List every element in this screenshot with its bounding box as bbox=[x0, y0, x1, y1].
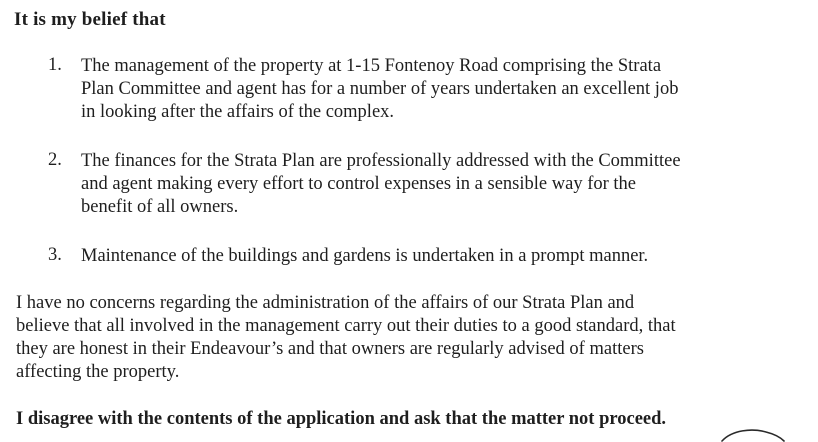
list-item-line: The finances for the Strata Plan are professionally addressed with the Committee bbox=[81, 151, 681, 171]
list-item-line: Plan Committee and agent has for a number of years undertaken an excellent job bbox=[81, 79, 679, 99]
list-item-number: 2. bbox=[48, 150, 62, 170]
list-item-line: and agent making every effort to control expenses in a sensible way for the bbox=[81, 174, 636, 194]
paragraph-line: affecting the property. bbox=[16, 362, 180, 382]
list-item-text bbox=[81, 55, 801, 124]
document-heading: It is my belief that bbox=[14, 9, 166, 30]
paragraph-line: they are honest in their Endeavour’s and that owners are regularly advised of matters bbox=[16, 339, 644, 359]
list-item-text bbox=[81, 150, 801, 219]
list-item-line: benefit of all owners. bbox=[81, 197, 239, 217]
list-item-line: Maintenance of the buildings and gardens is undertaken in a prompt manner. bbox=[81, 246, 649, 266]
paragraph-line: believe that all involved in the management carry out their duties to a good standard, that bbox=[16, 316, 676, 336]
closing-statement: I disagree with the contents of the application and ask that the matter not proceed. bbox=[16, 409, 667, 429]
list-item-line: in looking after the affairs of the complex. bbox=[81, 102, 395, 122]
list-item-number: 1. bbox=[48, 55, 62, 75]
signature-stroke bbox=[718, 428, 788, 442]
body-paragraph bbox=[16, 292, 806, 384]
list-item-text bbox=[81, 245, 801, 268]
paragraph-line: I have no concerns regarding the administration of the affairs of our Strata Plan and bbox=[16, 293, 635, 313]
list-item-number: 3. bbox=[48, 245, 62, 265]
list-item-line: The management of the property at 1-15 Fontenoy Road comprising the Strata bbox=[81, 56, 662, 76]
